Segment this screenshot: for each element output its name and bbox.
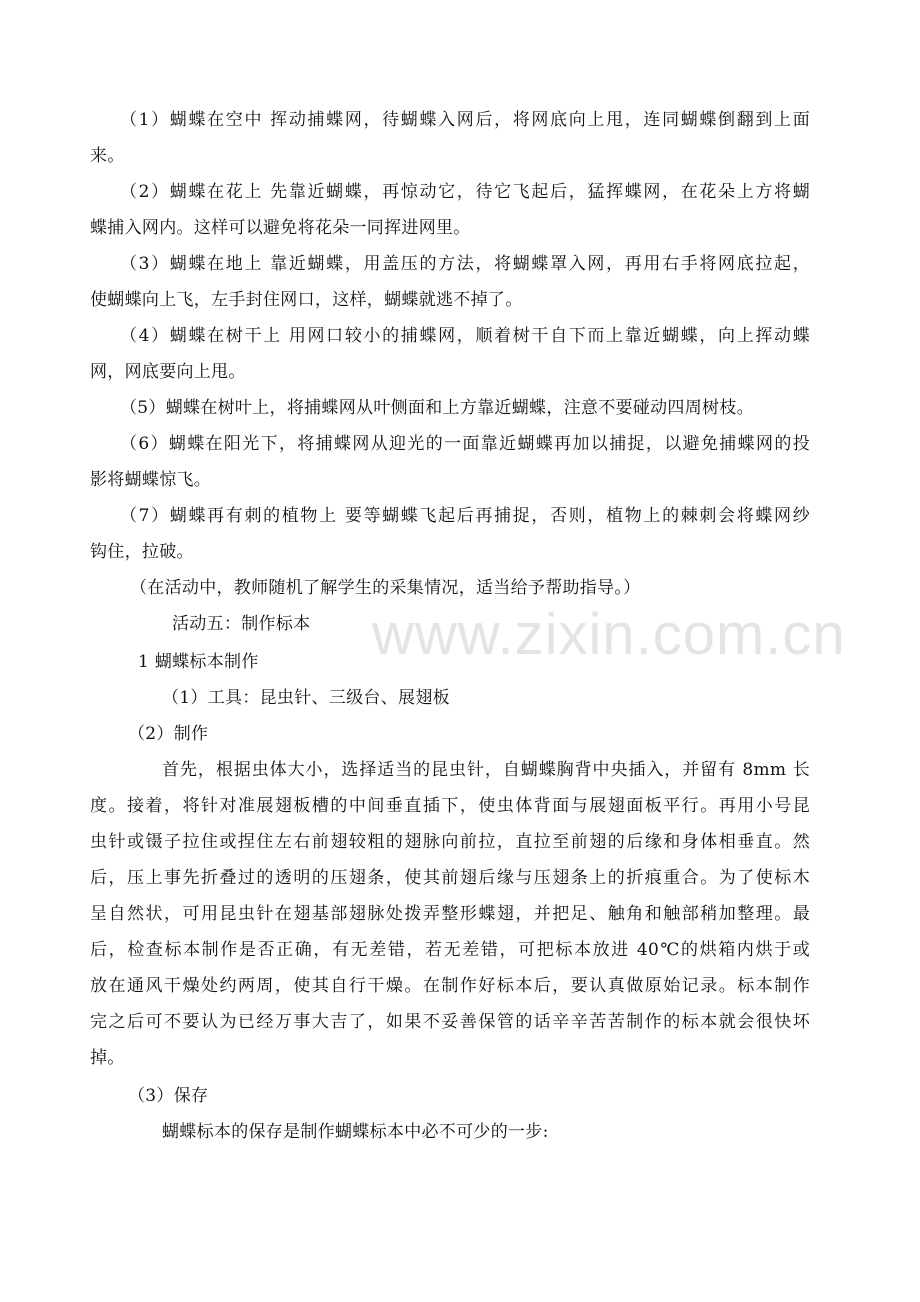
section-heading: 活动五：制作标本 <box>172 614 311 634</box>
paragraph-line: （6）蝴蝶在阳光下，将捕蝶网从迎光的一面靠近蝴蝶再加以捕捉，以避免捕蝶网的投 <box>120 434 810 454</box>
paragraph-line: 影将蝴蝶惊飞。 <box>90 470 212 490</box>
paragraph-line: 钩住，拉破。 <box>90 542 194 562</box>
paragraph-line: 蝶捕入网内。这样可以避免将花朵一同挥进网里。 <box>90 218 471 238</box>
subsection-heading: 1 蝴蝶标本制作 <box>138 652 259 672</box>
paragraph-line: （在活动中，教师随机了解学生的采集情况，适当给予帮助指导。） <box>130 578 641 598</box>
paragraph-line: （3）蝴蝶在地上 靠近蝴蝶，用盖压的方法，将蝴蝶罩入网，再用右手将网底拉起， <box>120 254 810 274</box>
paragraph-line: 来。 <box>90 146 125 166</box>
subsection-heading: （3）保存 <box>128 1086 209 1106</box>
paragraph-line: 网，网底要向上甩。 <box>90 362 246 382</box>
paragraph-line: （7）蝴蝶再有刺的植物上 要等蝴蝶飞起后再捕捉，否则，植物上的棘刺会将蝶网纱 <box>120 506 810 526</box>
paragraph-line: 后，压上事先折叠过的透明的压翅条，使其前翅后缘与压翅条上的折痕重合。为了使标木 <box>90 868 810 888</box>
paragraph-line: 完之后可不要认为已经万事大吉了，如果不妥善保管的话辛辛苦苦制作的标本就会很快坏 <box>90 1012 810 1032</box>
paragraph-line: （2）蝴蝶在花上 先靠近蝴蝶，再惊动它，待它飞起后，猛挥蝶网，在花朵上方将蝴 <box>120 182 810 202</box>
paragraph-line: 首先，根据虫体大小，选择适当的昆虫针，自蝴蝶胸背中央插入，并留有 8mm 长 <box>162 760 810 780</box>
paragraph-line: （1）工具：昆虫针、三级台、展翅板 <box>162 688 450 708</box>
watermark: www.zixin.com.cn <box>372 602 846 667</box>
paragraph-line: 呈自然状，可用昆虫针在翅基部翅脉处拨弄整形蝶翅，并把足、触角和触部稍加整理。最 <box>90 904 810 924</box>
paragraph-line: （4）蝴蝶在树干上 用网口较小的捕蝶网，顺着树干自下而上靠近蝴蝶，向上挥动蝶 <box>120 326 810 346</box>
paragraph-line: 放在通风干燥处约两周，使其自行干燥。在制作好标本后，要认真做原始记录。标本制作 <box>90 976 810 996</box>
paragraph-line: 掉。 <box>90 1048 125 1068</box>
subsection-heading: （2）制作 <box>128 724 209 744</box>
paragraph-line: 后，检查标本制作是否正确，有无差错，若无差错，可把标本放进 40℃的烘箱内烘于或 <box>90 940 810 960</box>
paragraph-line: 度。接着，将针对准展翅板槽的中间垂直插下，使虫体背面与展翅面板平行。再用小号昆 <box>90 796 810 816</box>
paragraph-line: （1）蝴蝶在空中 挥动捕蝶网，待蝴蝶入网后，将网底向上甩，连同蝴蝶倒翻到上面 <box>120 110 810 130</box>
paragraph-line: 虫针或镊子拉住或捏住左右前翅较粗的翅脉向前拉，直拉至前翅的后缘和身体相垂直。然 <box>90 832 810 852</box>
paragraph-line: 使蝴蝶向上飞，左手封住网口，这样，蝴蝶就逃不掉了。 <box>90 290 523 310</box>
paragraph-line: 蝴蝶标本的保存是制作蝴蝶标本中必不可少的一步: <box>162 1122 549 1142</box>
paragraph-line: （5）蝴蝶在树叶上，将捕蝶网从叶侧面和上方靠近蝴蝶，注意不要碰动四周树枝。 <box>120 398 754 418</box>
